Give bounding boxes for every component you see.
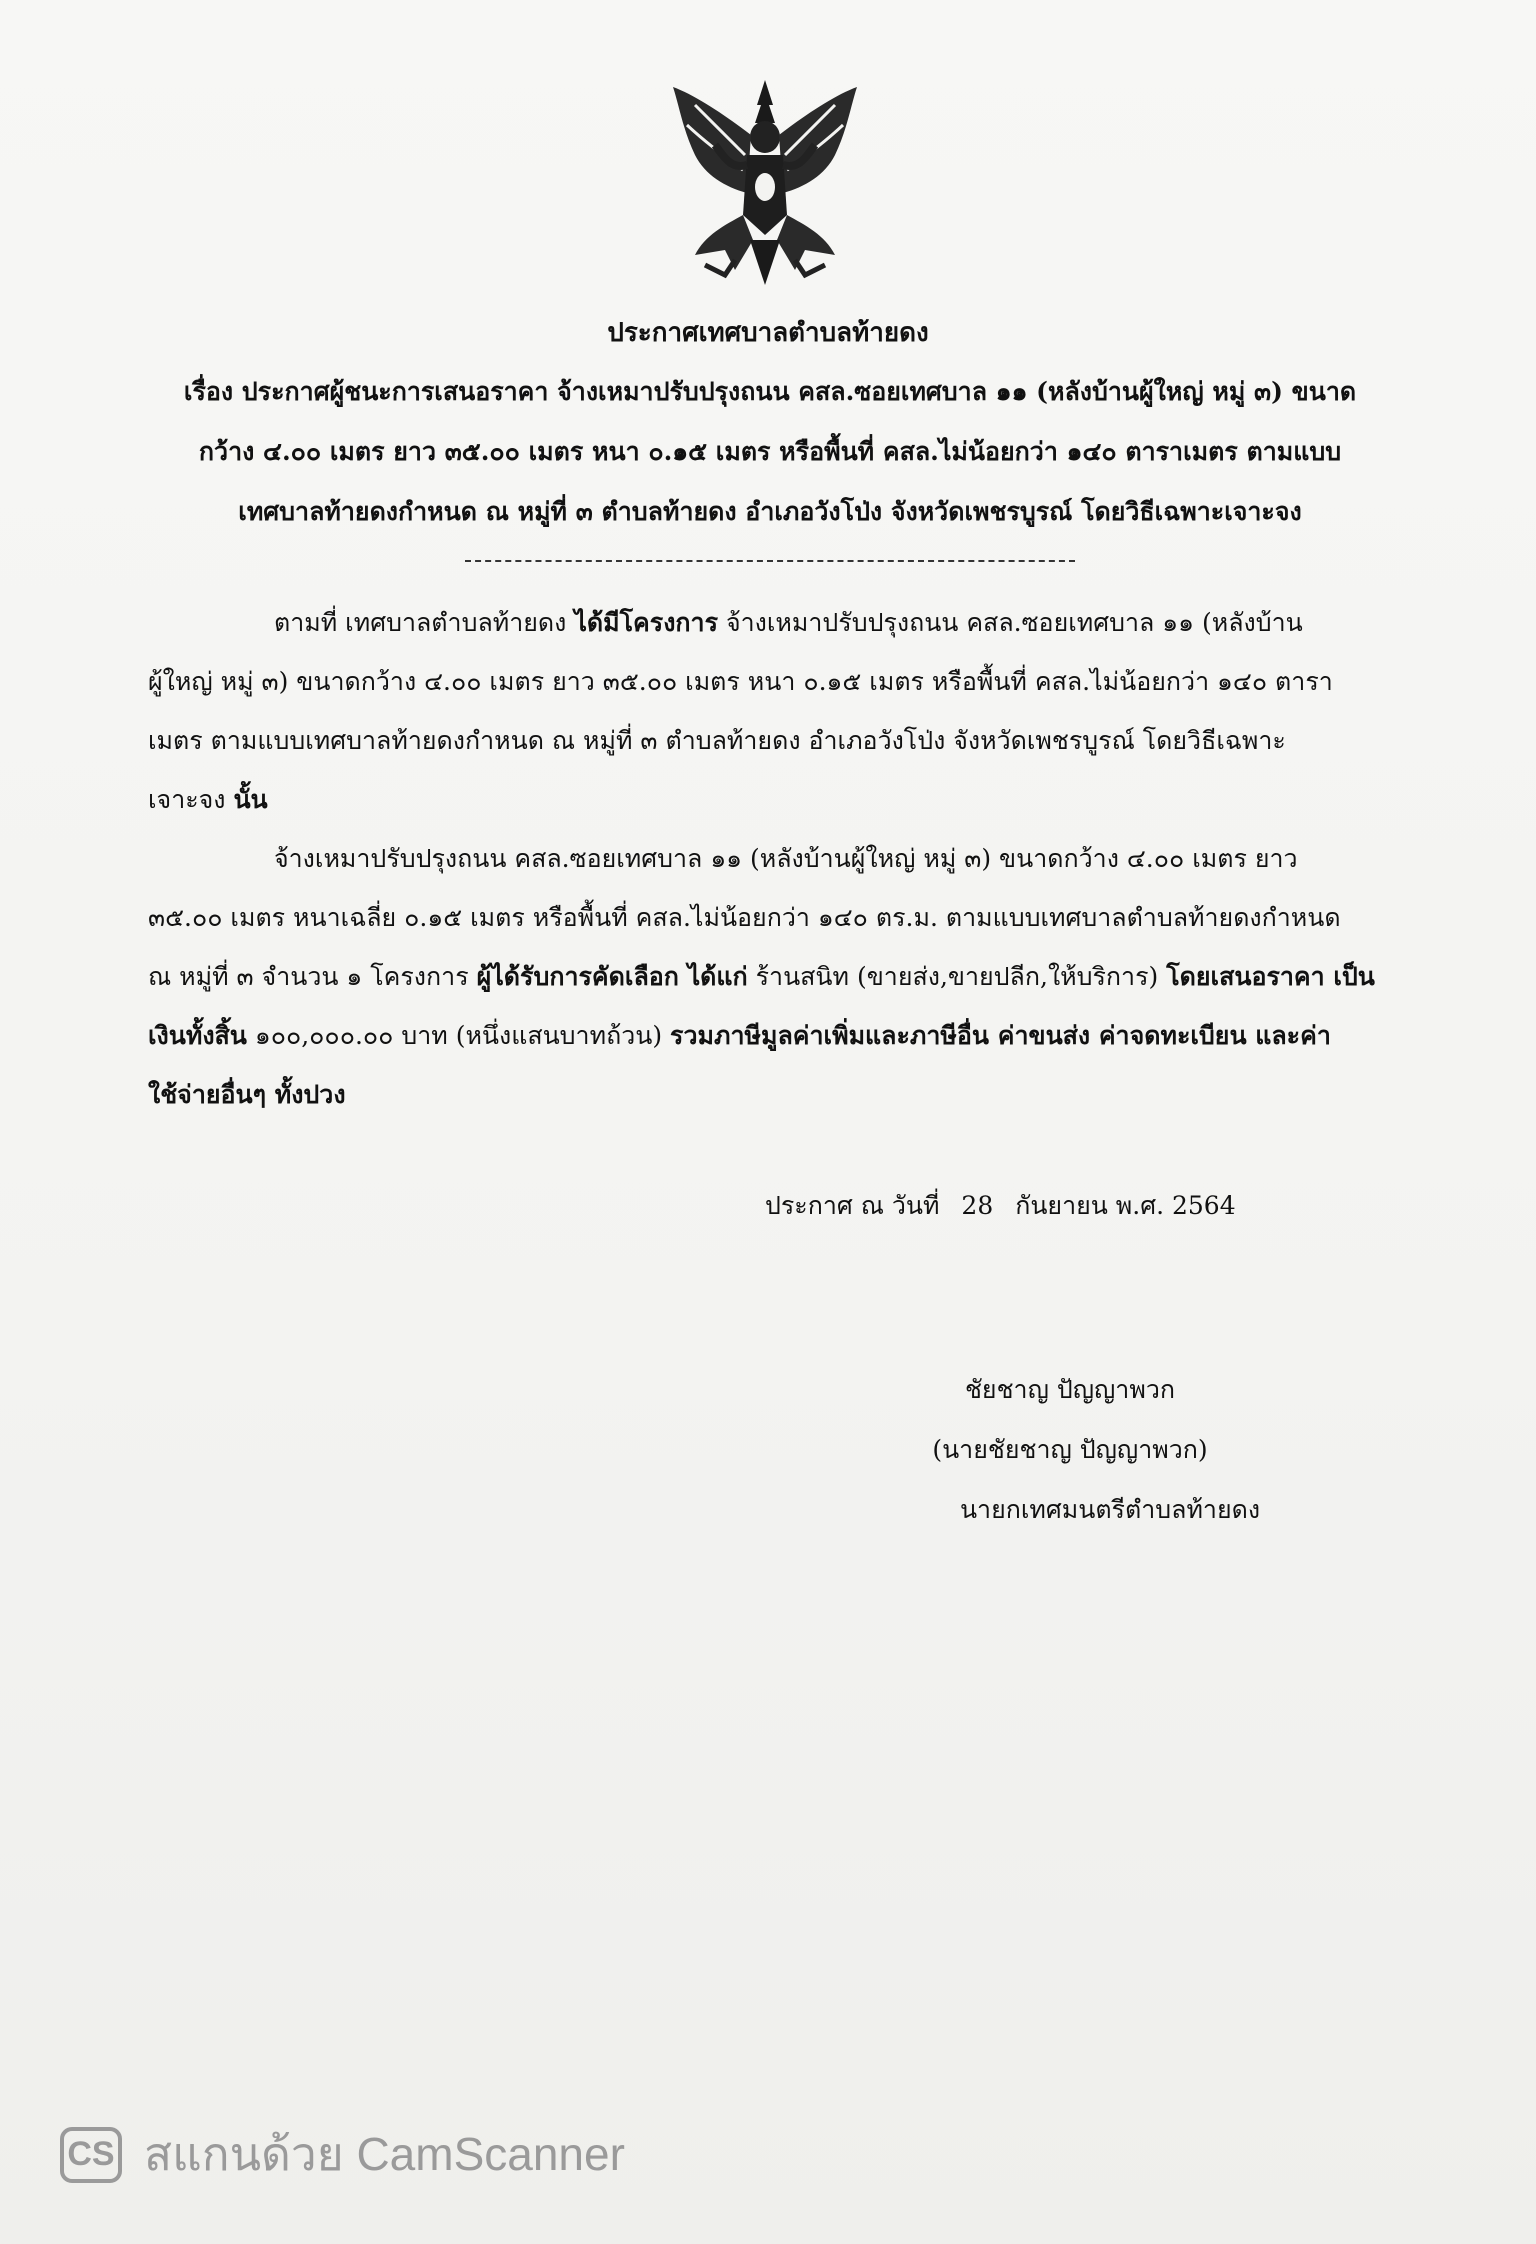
paragraph-winner [148,829,1388,1124]
paragraph-line: ใช้จ่ายอื่นๆ ทั้งปวง [148,1080,346,1109]
camscanner-logo-icon: CS [60,2127,122,2183]
paragraph-line: เงินทั้งสิ้น ๑๐๐,๐๐๐.๐๐ บาท (หนึ่งแสนบาทถ้วน) รวมภาษีมูลค่าเพิ่มและภาษีอื่น ค่าขนส่ง ค่าจดทะเบียน และค่า [148,1021,1331,1050]
separator-line [465,560,1075,562]
announcement-heading: ประกาศเทศบาลตำบลท้ายดง [607,318,929,348]
date-day: 28 [961,1191,994,1220]
paragraph-line: เจาะจง นั้น [148,785,268,814]
signature-full-name: (นายชัยชาญ ปัญญาพวก) [932,1435,1208,1464]
camscanner-watermark [60,2118,625,2191]
paragraph-line: จ้างเหมาปรับปรุงถนน คสล.ซอยเทศบาล ๑๑ (หลังบ้านผู้ใหญ่ หมู่ ๓) ขนาดกว้าง ๔.๐๐ เมตร ยาว [274,844,1298,873]
paragraph-line: ๓๕.๐๐ เมตร หนาเฉลี่ย ๐.๑๕ เมตร หรือพื้นที่ คสล.ไม่น้อยกว่า ๑๔๐ ตร.ม. ตามแบบเทศบาลตำบลท้ายดงกำหนด [148,903,1341,932]
announcement-subject [150,362,1390,542]
date-month-year: กันยายน พ.ศ. 2564 [1015,1191,1236,1220]
subject-line: เรื่อง ประกาศผู้ชนะการเสนอราคา จ้างเหมาปรับปรุงถนน คสล.ซอยเทศบาล ๑๑ (หลังบ้านผู้ใหญ่ หมู่ ๓) ขนาด [183,377,1357,406]
garuda-emblem-icon [665,75,865,290]
signature-name: ชัยชาญ ปัญญาพวก [964,1375,1176,1404]
subject-line: กว้าง ๔.๐๐ เมตร ยาว ๓๕.๐๐ เมตร หนา ๐.๑๕ เมตร หรือพื้นที่ คสล.ไม่น้อยกว่า ๑๔๐ ตาราเมตร ตามแบบ [198,437,1342,466]
paragraph-line: ตามที่ เทศบาลตำบลท้ายดง ได้มีโครงการ จ้างเหมาปรับปรุงถนน คสล.ซอยเทศบาล ๑๑ (หลังบ้าน [274,608,1303,637]
paragraph-line: เมตร ตามแบบเทศบาลท้ายดงกำหนด ณ หมู่ที่ ๓ ตำบลท้ายดง อำเภอวังโป่ง จังหวัดเพชรบูรณ์ โดยวิธีเฉพาะ [148,726,1286,755]
watermark-text: สแกนด้วย CamScanner [144,2128,625,2180]
subject-line: เทศบาลท้ายดงกำหนด ณ หมู่ที่ ๓ ตำบลท้ายดง อำเภอวังโป่ง จังหวัดเพชรบูรณ์ โดยวิธีเฉพาะเจาะจง [238,497,1302,526]
paragraph-line: ผู้ใหญ่ หมู่ ๓) ขนาดกว้าง ๔.๐๐ เมตร ยาว ๓๕.๐๐ เมตร หนา ๐.๑๕ เมตร หรือพื้นที่ คสล.ไม่น้อยกว่า ๑๔๐ ตารา [148,667,1333,696]
signature-position: นายกเทศมนตรีตำบลท้ายดง [959,1495,1261,1524]
paragraph-project [148,593,1388,829]
date-prefix: ประกาศ ณ วันที่ [765,1191,940,1220]
paragraph-line: ณ หมู่ที่ ๓ จำนวน ๑ โครงการ ผู้ได้รับการคัดเลือก ได้แก่ ร้านสนิท (ขายส่ง,ขายปลีก,ให้บริการ) โดยเสนอราคา เป็น [148,962,1375,991]
announcement-date [765,1186,1250,1226]
